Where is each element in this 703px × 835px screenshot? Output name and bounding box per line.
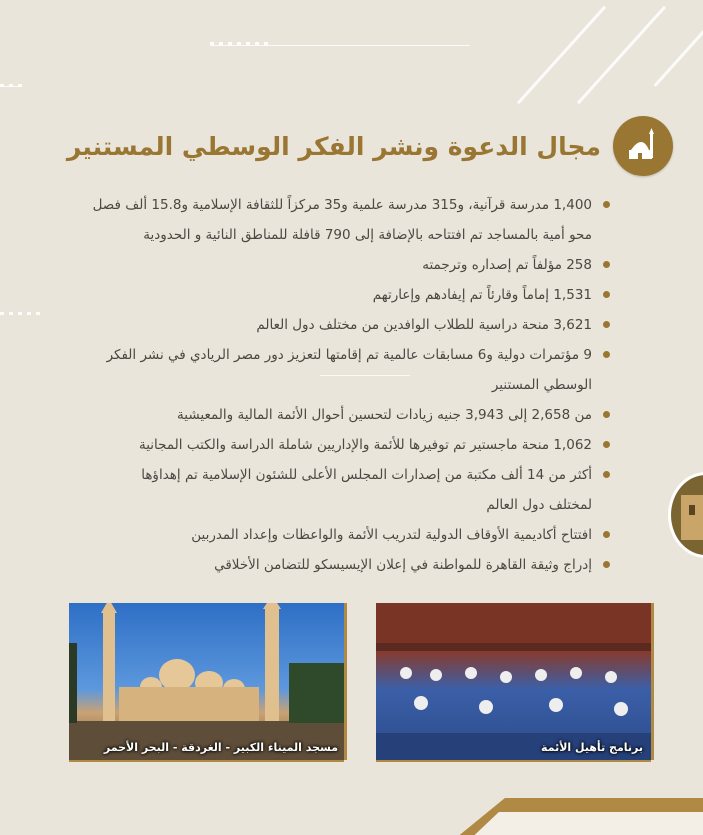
list-item bbox=[20, 250, 610, 280]
item-line: 258 مؤلفاً تم إصداره وترجمته bbox=[422, 257, 592, 273]
bullet-dot bbox=[603, 321, 610, 328]
list-item bbox=[20, 340, 610, 400]
bullet-dot bbox=[603, 291, 610, 298]
bullet-dot bbox=[603, 351, 610, 358]
decorative-dots bbox=[0, 84, 22, 87]
mosque-illustration bbox=[69, 603, 344, 760]
mosque-photo bbox=[69, 603, 344, 760]
decorative-footer-shape bbox=[460, 812, 703, 835]
bullet-dot bbox=[603, 561, 610, 568]
item-line: 1,531 إماماً وقارئاً تم إيفادهم وإعارتهم bbox=[372, 287, 592, 303]
list-item bbox=[20, 460, 610, 520]
item-line: من 2,658 إلى 3,943 جنيه زيادات لتحسين أحوال الأئمة المالية والمعيشية bbox=[177, 407, 592, 423]
bullet-dot bbox=[603, 441, 610, 448]
list-item bbox=[20, 310, 610, 340]
audience-illustration bbox=[376, 603, 651, 760]
item-line: الوسطي المستنير bbox=[491, 377, 592, 393]
list-item bbox=[20, 550, 610, 580]
photo-frame-accent bbox=[69, 760, 344, 762]
list-item bbox=[20, 280, 610, 310]
decorative-dots bbox=[210, 42, 270, 45]
photo-frame-accent bbox=[651, 603, 654, 760]
mosque-icon bbox=[613, 116, 673, 176]
item-line: 3,621 منحة دراسية للطلاب الوافدين من مختلف دول العالم bbox=[256, 317, 592, 333]
page-title: مجال الدعوة ونشر الفكر الوسطي المستنير bbox=[66, 131, 601, 161]
bullet-dot bbox=[603, 411, 610, 418]
decorative-badge bbox=[668, 472, 703, 558]
training-photo bbox=[376, 603, 651, 760]
bullet-dot bbox=[603, 531, 610, 538]
photo-caption: مسجد الميناء الكبير - الغردقة - البحر الأحمر bbox=[103, 741, 338, 754]
list-item bbox=[20, 400, 610, 430]
bullet-dot bbox=[603, 201, 610, 208]
bullet-dot bbox=[603, 261, 610, 268]
decorative-line bbox=[210, 45, 470, 46]
item-line: 1,400 مدرسة قرآنية، و315 مدرسة علمية و35 مركزاً للثقافة الإسلامية و15.8 ألف فصل bbox=[92, 197, 592, 213]
item-line: 9 مؤتمرات دولية و6 مسابقات عالمية تم إقامتها لتعزيز دور مصر الريادي في نشر الفكر bbox=[106, 347, 592, 363]
item-line: 1,062 منحة ماجستير تم توفيرها للأئمة والإداريين شاملة الدراسة والكتب المجانية bbox=[138, 437, 592, 453]
item-line: إدراج وثيقة القاهرة للمواطنة في إعلان الإيسيسكو للتضامن الأخلاقي bbox=[214, 557, 592, 573]
item-line: افتتاح أكاديمية الأوقاف الدولية لتدريب الأئمة والواعظات وإعداد المدربين bbox=[191, 527, 592, 543]
list-item bbox=[20, 430, 610, 460]
bullet-dot bbox=[603, 471, 610, 478]
decorative-diagonal bbox=[517, 6, 606, 105]
achievements-list bbox=[20, 190, 610, 580]
list-item bbox=[20, 190, 610, 250]
photo-frame-accent bbox=[344, 603, 347, 760]
item-line: لمختلف دول العالم bbox=[486, 497, 592, 513]
photo-caption: برنامج تأهيل الأئمة bbox=[541, 741, 643, 754]
photo-frame-accent bbox=[376, 760, 651, 762]
list-item bbox=[20, 520, 610, 550]
section-header bbox=[67, 116, 673, 176]
decorative-diagonal bbox=[654, 3, 703, 87]
item-line: أكثر من 14 ألف مكتبة من إصدارات المجلس الأعلى للشئون الإسلامية تم إهداؤها bbox=[141, 467, 592, 483]
item-line: محو أمية بالمساجد تم افتتاحه بالإضافة إلى 790 قافلة للمناطق النائية و الحدودية bbox=[143, 227, 592, 243]
